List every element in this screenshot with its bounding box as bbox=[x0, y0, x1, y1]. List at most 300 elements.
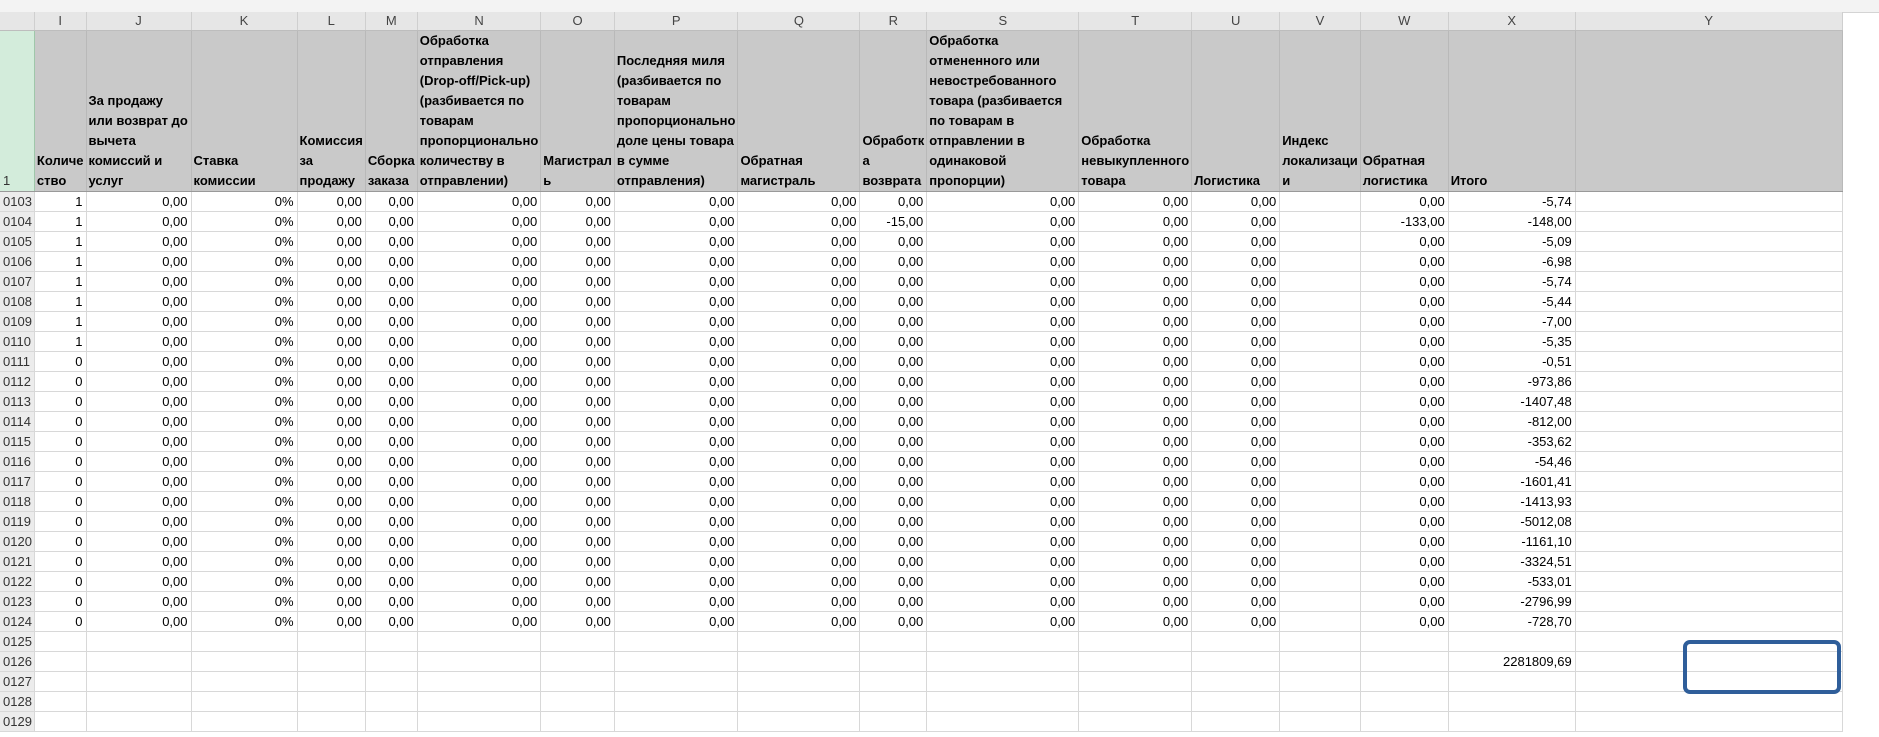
cell-l[interactable]: 0,00 bbox=[297, 271, 365, 291]
empty-cell[interactable] bbox=[1192, 691, 1280, 711]
empty-cell[interactable] bbox=[927, 671, 1079, 691]
row-number[interactable]: 0106 bbox=[0, 251, 34, 271]
cell-s[interactable]: 0,00 bbox=[927, 531, 1079, 551]
empty-cell[interactable] bbox=[927, 651, 1079, 671]
cell-l[interactable]: 0,00 bbox=[297, 191, 365, 211]
empty-cell[interactable] bbox=[191, 631, 297, 651]
cell-n[interactable]: 0,00 bbox=[417, 411, 541, 431]
cell-j[interactable]: 0,00 bbox=[86, 471, 191, 491]
empty-cell[interactable] bbox=[297, 651, 365, 671]
cell-w[interactable]: 0,00 bbox=[1360, 451, 1448, 471]
cell-x[interactable]: -1601,41 bbox=[1448, 471, 1575, 491]
row-number[interactable]: 0119 bbox=[0, 511, 34, 531]
cell-q[interactable]: 0,00 bbox=[738, 291, 860, 311]
cell-n[interactable]: 0,00 bbox=[417, 251, 541, 271]
column-header-o[interactable]: O bbox=[541, 12, 615, 30]
empty-cell[interactable] bbox=[297, 671, 365, 691]
cell-j[interactable]: 0,00 bbox=[86, 571, 191, 591]
empty-cell[interactable] bbox=[365, 631, 417, 651]
cell-n[interactable]: 0,00 bbox=[417, 371, 541, 391]
row-number[interactable]: 0113 bbox=[0, 391, 34, 411]
cell-p[interactable]: 0,00 bbox=[614, 571, 738, 591]
empty-cell[interactable] bbox=[365, 651, 417, 671]
cell-y[interactable] bbox=[1575, 271, 1842, 291]
cell-v[interactable] bbox=[1280, 251, 1361, 271]
cell-m[interactable]: 0,00 bbox=[365, 511, 417, 531]
cell-y[interactable] bbox=[1575, 591, 1842, 611]
cell-y[interactable] bbox=[1575, 191, 1842, 211]
empty-cell[interactable] bbox=[738, 691, 860, 711]
cell-u[interactable]: 0,00 bbox=[1192, 491, 1280, 511]
cell-qty[interactable]: 1 bbox=[34, 291, 86, 311]
cell-q[interactable]: 0,00 bbox=[738, 331, 860, 351]
cell-u[interactable]: 0,00 bbox=[1192, 511, 1280, 531]
cell-y[interactable] bbox=[1575, 391, 1842, 411]
cell-r[interactable]: 0,00 bbox=[860, 271, 927, 291]
cell-t[interactable]: 0,00 bbox=[1079, 451, 1192, 471]
cell-qty[interactable]: 1 bbox=[34, 271, 86, 291]
cell-r[interactable]: 0,00 bbox=[860, 411, 927, 431]
cell-t[interactable]: 0,00 bbox=[1079, 571, 1192, 591]
cell-m[interactable]: 0,00 bbox=[365, 411, 417, 431]
cell-s[interactable]: 0,00 bbox=[927, 211, 1079, 231]
cell-s[interactable]: 0,00 bbox=[927, 391, 1079, 411]
empty-cell[interactable] bbox=[541, 631, 615, 651]
empty-cell[interactable] bbox=[1192, 671, 1280, 691]
cell-p[interactable]: 0,00 bbox=[614, 511, 738, 531]
cell-r[interactable]: 0,00 bbox=[860, 611, 927, 631]
empty-cell[interactable] bbox=[1280, 691, 1361, 711]
cell-p[interactable]: 0,00 bbox=[614, 431, 738, 451]
empty-cell[interactable] bbox=[1360, 711, 1448, 731]
row-number[interactable]: 0104 bbox=[0, 211, 34, 231]
cell-x[interactable]: -5,35 bbox=[1448, 331, 1575, 351]
cell-p[interactable]: 0,00 bbox=[614, 311, 738, 331]
cell-j[interactable]: 0,00 bbox=[86, 391, 191, 411]
cell-w[interactable]: 0,00 bbox=[1360, 431, 1448, 451]
cell-j[interactable]: 0,00 bbox=[86, 451, 191, 471]
cell-n[interactable]: 0,00 bbox=[417, 511, 541, 531]
cell-n[interactable]: 0,00 bbox=[417, 351, 541, 371]
cell-j[interactable]: 0,00 bbox=[86, 511, 191, 531]
column-header-s[interactable]: S bbox=[927, 12, 1079, 30]
cell-r[interactable]: 0,00 bbox=[860, 431, 927, 451]
empty-cell[interactable] bbox=[1280, 631, 1361, 651]
cell-y[interactable] bbox=[1575, 291, 1842, 311]
empty-cell[interactable] bbox=[417, 631, 541, 651]
empty-cell[interactable] bbox=[1192, 651, 1280, 671]
column-header-y[interactable]: Y bbox=[1575, 12, 1842, 30]
cell-o[interactable]: 0,00 bbox=[541, 291, 615, 311]
cell-l[interactable]: 0,00 bbox=[297, 291, 365, 311]
empty-cell[interactable] bbox=[417, 671, 541, 691]
cell-v[interactable] bbox=[1280, 511, 1361, 531]
cell-s[interactable]: 0,00 bbox=[927, 571, 1079, 591]
cell-o[interactable]: 0,00 bbox=[541, 311, 615, 331]
cell-l[interactable]: 0,00 bbox=[297, 231, 365, 251]
cell-n[interactable]: 0,00 bbox=[417, 331, 541, 351]
cell-p[interactable]: 0,00 bbox=[614, 391, 738, 411]
empty-cell[interactable] bbox=[614, 711, 738, 731]
cell-qty[interactable]: 1 bbox=[34, 311, 86, 331]
header-cell-t[interactable]: Обработка невыкупленного товара bbox=[1079, 30, 1192, 191]
empty-cell[interactable] bbox=[860, 671, 927, 691]
cell-v[interactable] bbox=[1280, 411, 1361, 431]
cell-t[interactable]: 0,00 bbox=[1079, 591, 1192, 611]
cell-w[interactable]: 0,00 bbox=[1360, 191, 1448, 211]
cell-r[interactable]: 0,00 bbox=[860, 571, 927, 591]
cell-q[interactable]: 0,00 bbox=[738, 611, 860, 631]
cell-k[interactable]: 0% bbox=[191, 431, 297, 451]
cell-u[interactable]: 0,00 bbox=[1192, 331, 1280, 351]
empty-cell[interactable] bbox=[34, 631, 86, 651]
cell-l[interactable]: 0,00 bbox=[297, 431, 365, 451]
header-cell-x[interactable]: Итого bbox=[1448, 30, 1575, 191]
cell-m[interactable]: 0,00 bbox=[365, 571, 417, 591]
empty-cell[interactable] bbox=[34, 711, 86, 731]
cell-k[interactable]: 0% bbox=[191, 391, 297, 411]
row-number[interactable]: 0117 bbox=[0, 471, 34, 491]
empty-cell[interactable] bbox=[541, 651, 615, 671]
cell-t[interactable]: 0,00 bbox=[1079, 511, 1192, 531]
empty-cell[interactable] bbox=[541, 691, 615, 711]
cell-v[interactable] bbox=[1280, 491, 1361, 511]
cell-w[interactable]: 0,00 bbox=[1360, 531, 1448, 551]
header-cell-o[interactable]: Магистрал ь bbox=[541, 30, 615, 191]
cell-m[interactable]: 0,00 bbox=[365, 191, 417, 211]
cell-n[interactable]: 0,00 bbox=[417, 311, 541, 331]
cell-n[interactable]: 0,00 bbox=[417, 391, 541, 411]
row-number[interactable]: 0109 bbox=[0, 311, 34, 331]
cell-o[interactable]: 0,00 bbox=[541, 391, 615, 411]
cell-s[interactable]: 0,00 bbox=[927, 411, 1079, 431]
cell-m[interactable]: 0,00 bbox=[365, 491, 417, 511]
cell-r[interactable]: 0,00 bbox=[860, 371, 927, 391]
empty-cell[interactable] bbox=[927, 691, 1079, 711]
row-number[interactable]: 0120 bbox=[0, 531, 34, 551]
cell-qty[interactable]: 1 bbox=[34, 251, 86, 271]
cell-v[interactable] bbox=[1280, 351, 1361, 371]
header-cell-y[interactable] bbox=[1575, 30, 1842, 191]
column-header-n[interactable]: N bbox=[417, 12, 541, 30]
cell-m[interactable]: 0,00 bbox=[365, 331, 417, 351]
cell-t[interactable]: 0,00 bbox=[1079, 311, 1192, 331]
cell-y[interactable] bbox=[1575, 411, 1842, 431]
cell-u[interactable]: 0,00 bbox=[1192, 571, 1280, 591]
cell-y[interactable] bbox=[1575, 571, 1842, 591]
cell-k[interactable]: 0% bbox=[191, 571, 297, 591]
cell-p[interactable]: 0,00 bbox=[614, 491, 738, 511]
cell-q[interactable]: 0,00 bbox=[738, 431, 860, 451]
cell-y[interactable] bbox=[1575, 711, 1842, 731]
cell-x[interactable]: -5,74 bbox=[1448, 271, 1575, 291]
cell-m[interactable]: 0,00 bbox=[365, 431, 417, 451]
cell-t[interactable]: 0,00 bbox=[1079, 191, 1192, 211]
row-number[interactable]: 0129 bbox=[0, 711, 34, 731]
cell-x[interactable]: -1161,10 bbox=[1448, 531, 1575, 551]
cell-q[interactable]: 0,00 bbox=[738, 511, 860, 531]
empty-cell[interactable] bbox=[297, 631, 365, 651]
cell-n[interactable]: 0,00 bbox=[417, 431, 541, 451]
cell-u[interactable]: 0,00 bbox=[1192, 211, 1280, 231]
cell-k[interactable]: 0% bbox=[191, 351, 297, 371]
cell-qty[interactable]: 0 bbox=[34, 491, 86, 511]
cell-x[interactable]: -5012,08 bbox=[1448, 511, 1575, 531]
cell-k[interactable]: 0% bbox=[191, 251, 297, 271]
cell-v[interactable] bbox=[1280, 291, 1361, 311]
cell-v[interactable] bbox=[1280, 471, 1361, 491]
header-cell-k[interactable]: Ставка комиссии bbox=[191, 30, 297, 191]
cell-l[interactable]: 0,00 bbox=[297, 411, 365, 431]
cell-j[interactable]: 0,00 bbox=[86, 331, 191, 351]
cell-k[interactable]: 0% bbox=[191, 491, 297, 511]
empty-cell[interactable] bbox=[1280, 671, 1361, 691]
cell-y[interactable] bbox=[1575, 251, 1842, 271]
cell-v[interactable] bbox=[1280, 311, 1361, 331]
empty-cell[interactable] bbox=[1079, 671, 1192, 691]
empty-cell[interactable] bbox=[927, 631, 1079, 651]
cell-u[interactable]: 0,00 bbox=[1192, 531, 1280, 551]
cell-qty[interactable]: 0 bbox=[34, 431, 86, 451]
cell-j[interactable]: 0,00 bbox=[86, 271, 191, 291]
empty-cell[interactable] bbox=[86, 631, 191, 651]
empty-cell[interactable] bbox=[365, 671, 417, 691]
cell-r[interactable]: 0,00 bbox=[860, 191, 927, 211]
cell-o[interactable]: 0,00 bbox=[541, 571, 615, 591]
cell-k[interactable]: 0% bbox=[191, 471, 297, 491]
row-number[interactable]: 0121 bbox=[0, 551, 34, 571]
cell-j[interactable]: 0,00 bbox=[86, 311, 191, 331]
cell-x[interactable]: -973,86 bbox=[1448, 371, 1575, 391]
cell-j[interactable]: 0,00 bbox=[86, 611, 191, 631]
cell-o[interactable]: 0,00 bbox=[541, 351, 615, 371]
column-header-w[interactable]: W bbox=[1360, 12, 1448, 30]
header-cell-n[interactable]: Обработка отправления (Drop-off/Pick-up) (разбивается по товарам пропорционально количеству в отправлении) bbox=[417, 30, 541, 191]
empty-cell[interactable] bbox=[738, 671, 860, 691]
cell-l[interactable]: 0,00 bbox=[297, 251, 365, 271]
cell-n[interactable]: 0,00 bbox=[417, 451, 541, 471]
empty-cell[interactable] bbox=[614, 651, 738, 671]
cell-q[interactable]: 0,00 bbox=[738, 411, 860, 431]
cell-w[interactable]: 0,00 bbox=[1360, 291, 1448, 311]
cell-qty[interactable]: 0 bbox=[34, 351, 86, 371]
cell-o[interactable]: 0,00 bbox=[541, 471, 615, 491]
cell-m[interactable]: 0,00 bbox=[365, 451, 417, 471]
cell-p[interactable]: 0,00 bbox=[614, 291, 738, 311]
cell-m[interactable]: 0,00 bbox=[365, 611, 417, 631]
total-sum-cell[interactable]: 2281809,69 bbox=[1448, 651, 1575, 671]
cell-w[interactable]: 0,00 bbox=[1360, 351, 1448, 371]
column-header-i[interactable]: I bbox=[34, 12, 86, 30]
empty-cell[interactable] bbox=[1079, 691, 1192, 711]
cell-r[interactable]: 0,00 bbox=[860, 291, 927, 311]
empty-cell[interactable] bbox=[1360, 631, 1448, 651]
empty-cell[interactable] bbox=[34, 691, 86, 711]
cell-p[interactable]: 0,00 bbox=[614, 611, 738, 631]
cell-x[interactable]: -148,00 bbox=[1448, 211, 1575, 231]
cell-p[interactable]: 0,00 bbox=[614, 551, 738, 571]
empty-cell[interactable] bbox=[738, 651, 860, 671]
cell-u[interactable]: 0,00 bbox=[1192, 471, 1280, 491]
header-cell-s[interactable]: Обработка отмененного или невостребованного товара (разбивается по товарам в отправлении в одинаковой пропорции) bbox=[927, 30, 1079, 191]
cell-q[interactable]: 0,00 bbox=[738, 451, 860, 471]
empty-cell[interactable] bbox=[365, 711, 417, 731]
cell-j[interactable]: 0,00 bbox=[86, 191, 191, 211]
cell-t[interactable]: 0,00 bbox=[1079, 271, 1192, 291]
cell-m[interactable]: 0,00 bbox=[365, 551, 417, 571]
cell-q[interactable]: 0,00 bbox=[738, 271, 860, 291]
cell-k[interactable]: 0% bbox=[191, 271, 297, 291]
cell-w[interactable]: 0,00 bbox=[1360, 411, 1448, 431]
cell-j[interactable]: 0,00 bbox=[86, 431, 191, 451]
empty-cell[interactable] bbox=[614, 671, 738, 691]
cell-u[interactable]: 0,00 bbox=[1192, 551, 1280, 571]
cell-t[interactable]: 0,00 bbox=[1079, 531, 1192, 551]
empty-cell[interactable] bbox=[86, 671, 191, 691]
empty-cell[interactable] bbox=[738, 711, 860, 731]
empty-cell[interactable] bbox=[191, 691, 297, 711]
cell-q[interactable]: 0,00 bbox=[738, 391, 860, 411]
empty-cell[interactable] bbox=[417, 711, 541, 731]
cell-v[interactable] bbox=[1280, 551, 1361, 571]
cell-u[interactable]: 0,00 bbox=[1192, 611, 1280, 631]
cell-s[interactable]: 0,00 bbox=[927, 451, 1079, 471]
cell-q[interactable]: 0,00 bbox=[738, 571, 860, 591]
cell-x[interactable] bbox=[1448, 631, 1575, 651]
cell-p[interactable]: 0,00 bbox=[614, 471, 738, 491]
cell-j[interactable]: 0,00 bbox=[86, 371, 191, 391]
cell-p[interactable]: 0,00 bbox=[614, 191, 738, 211]
cell-p[interactable]: 0,00 bbox=[614, 331, 738, 351]
cell-o[interactable]: 0,00 bbox=[541, 411, 615, 431]
cell-y[interactable] bbox=[1575, 451, 1842, 471]
cell-m[interactable]: 0,00 bbox=[365, 311, 417, 331]
empty-cell[interactable] bbox=[297, 691, 365, 711]
header-cell-i[interactable]: Количе ство bbox=[34, 30, 86, 191]
cell-qty[interactable]: 0 bbox=[34, 551, 86, 571]
cell-v[interactable] bbox=[1280, 191, 1361, 211]
cell-x[interactable]: -6,98 bbox=[1448, 251, 1575, 271]
cell-x[interactable]: -5,44 bbox=[1448, 291, 1575, 311]
cell-q[interactable]: 0,00 bbox=[738, 531, 860, 551]
cell-t[interactable]: 0,00 bbox=[1079, 611, 1192, 631]
cell-y[interactable] bbox=[1575, 351, 1842, 371]
cell-y[interactable] bbox=[1575, 691, 1842, 711]
cell-u[interactable]: 0,00 bbox=[1192, 431, 1280, 451]
cell-u[interactable]: 0,00 bbox=[1192, 411, 1280, 431]
header-cell-r[interactable]: Обработк а возврата bbox=[860, 30, 927, 191]
row-number[interactable]: 0127 bbox=[0, 671, 34, 691]
cell-v[interactable] bbox=[1280, 271, 1361, 291]
cell-qty[interactable]: 0 bbox=[34, 531, 86, 551]
cell-qty[interactable]: 0 bbox=[34, 451, 86, 471]
empty-cell[interactable] bbox=[860, 651, 927, 671]
cell-y[interactable] bbox=[1575, 211, 1842, 231]
cell-o[interactable]: 0,00 bbox=[541, 511, 615, 531]
empty-cell[interactable] bbox=[1192, 631, 1280, 651]
cell-s[interactable]: 0,00 bbox=[927, 591, 1079, 611]
column-header-j[interactable]: J bbox=[86, 12, 191, 30]
cell-v[interactable] bbox=[1280, 391, 1361, 411]
cell-m[interactable]: 0,00 bbox=[365, 471, 417, 491]
cell-p[interactable]: 0,00 bbox=[614, 251, 738, 271]
cell-t[interactable]: 0,00 bbox=[1079, 371, 1192, 391]
empty-cell[interactable] bbox=[614, 631, 738, 651]
cell-t[interactable]: 0,00 bbox=[1079, 211, 1192, 231]
cell-l[interactable]: 0,00 bbox=[297, 511, 365, 531]
spreadsheet-grid[interactable] bbox=[0, 12, 1843, 732]
cell-o[interactable]: 0,00 bbox=[541, 531, 615, 551]
cell-w[interactable]: 0,00 bbox=[1360, 231, 1448, 251]
cell-t[interactable]: 0,00 bbox=[1079, 551, 1192, 571]
cell-s[interactable]: 0,00 bbox=[927, 551, 1079, 571]
column-header-r[interactable]: R bbox=[860, 12, 927, 30]
cell-w[interactable]: 0,00 bbox=[1360, 331, 1448, 351]
cell-r[interactable]: 0,00 bbox=[860, 591, 927, 611]
cell-x[interactable]: -728,70 bbox=[1448, 611, 1575, 631]
cell-r[interactable]: 0,00 bbox=[860, 471, 927, 491]
cell-l[interactable]: 0,00 bbox=[297, 211, 365, 231]
cell-u[interactable]: 0,00 bbox=[1192, 311, 1280, 331]
cell-n[interactable]: 0,00 bbox=[417, 291, 541, 311]
header-cell-m[interactable]: Сборка заказа bbox=[365, 30, 417, 191]
cell-j[interactable]: 0,00 bbox=[86, 531, 191, 551]
cell-r[interactable]: 0,00 bbox=[860, 311, 927, 331]
cell-n[interactable]: 0,00 bbox=[417, 491, 541, 511]
column-header-v[interactable]: V bbox=[1280, 12, 1361, 30]
cell-qty[interactable]: 0 bbox=[34, 611, 86, 631]
cell-qty[interactable]: 1 bbox=[34, 331, 86, 351]
cell-qty[interactable]: 1 bbox=[34, 191, 86, 211]
cell-m[interactable]: 0,00 bbox=[365, 371, 417, 391]
cell-y[interactable] bbox=[1575, 511, 1842, 531]
cell-m[interactable]: 0,00 bbox=[365, 271, 417, 291]
cell-u[interactable]: 0,00 bbox=[1192, 271, 1280, 291]
row-number[interactable]: 0105 bbox=[0, 231, 34, 251]
cell-t[interactable]: 0,00 bbox=[1079, 251, 1192, 271]
empty-cell[interactable] bbox=[1280, 711, 1361, 731]
cell-k[interactable]: 0% bbox=[191, 331, 297, 351]
empty-cell[interactable] bbox=[1079, 651, 1192, 671]
cell-l[interactable]: 0,00 bbox=[297, 351, 365, 371]
cell-n[interactable]: 0,00 bbox=[417, 271, 541, 291]
cell-u[interactable]: 0,00 bbox=[1192, 391, 1280, 411]
cell-m[interactable]: 0,00 bbox=[365, 591, 417, 611]
cell-n[interactable]: 0,00 bbox=[417, 211, 541, 231]
cell-p[interactable]: 0,00 bbox=[614, 351, 738, 371]
cell-q[interactable]: 0,00 bbox=[738, 311, 860, 331]
empty-cell[interactable] bbox=[614, 691, 738, 711]
header-cell-p[interactable]: Последняя миля (разбивается по товарам пропорционально доле цены товара в сумме отправления) bbox=[614, 30, 738, 191]
empty-cell[interactable] bbox=[541, 671, 615, 691]
cell-k[interactable]: 0% bbox=[191, 371, 297, 391]
cell-y[interactable] bbox=[1575, 331, 1842, 351]
cell-qty[interactable]: 1 bbox=[34, 231, 86, 251]
cell-v[interactable] bbox=[1280, 611, 1361, 631]
cell-p[interactable]: 0,00 bbox=[614, 211, 738, 231]
cell-t[interactable]: 0,00 bbox=[1079, 331, 1192, 351]
column-header-x[interactable]: X bbox=[1448, 12, 1575, 30]
cell-n[interactable]: 0,00 bbox=[417, 231, 541, 251]
column-header-u[interactable]: U bbox=[1192, 12, 1280, 30]
cell-k[interactable]: 0% bbox=[191, 291, 297, 311]
cell-v[interactable] bbox=[1280, 371, 1361, 391]
empty-cell[interactable] bbox=[541, 711, 615, 731]
empty-cell[interactable] bbox=[1079, 711, 1192, 731]
empty-cell[interactable] bbox=[86, 651, 191, 671]
cell-u[interactable]: 0,00 bbox=[1192, 451, 1280, 471]
cell-r[interactable]: 0,00 bbox=[860, 511, 927, 531]
